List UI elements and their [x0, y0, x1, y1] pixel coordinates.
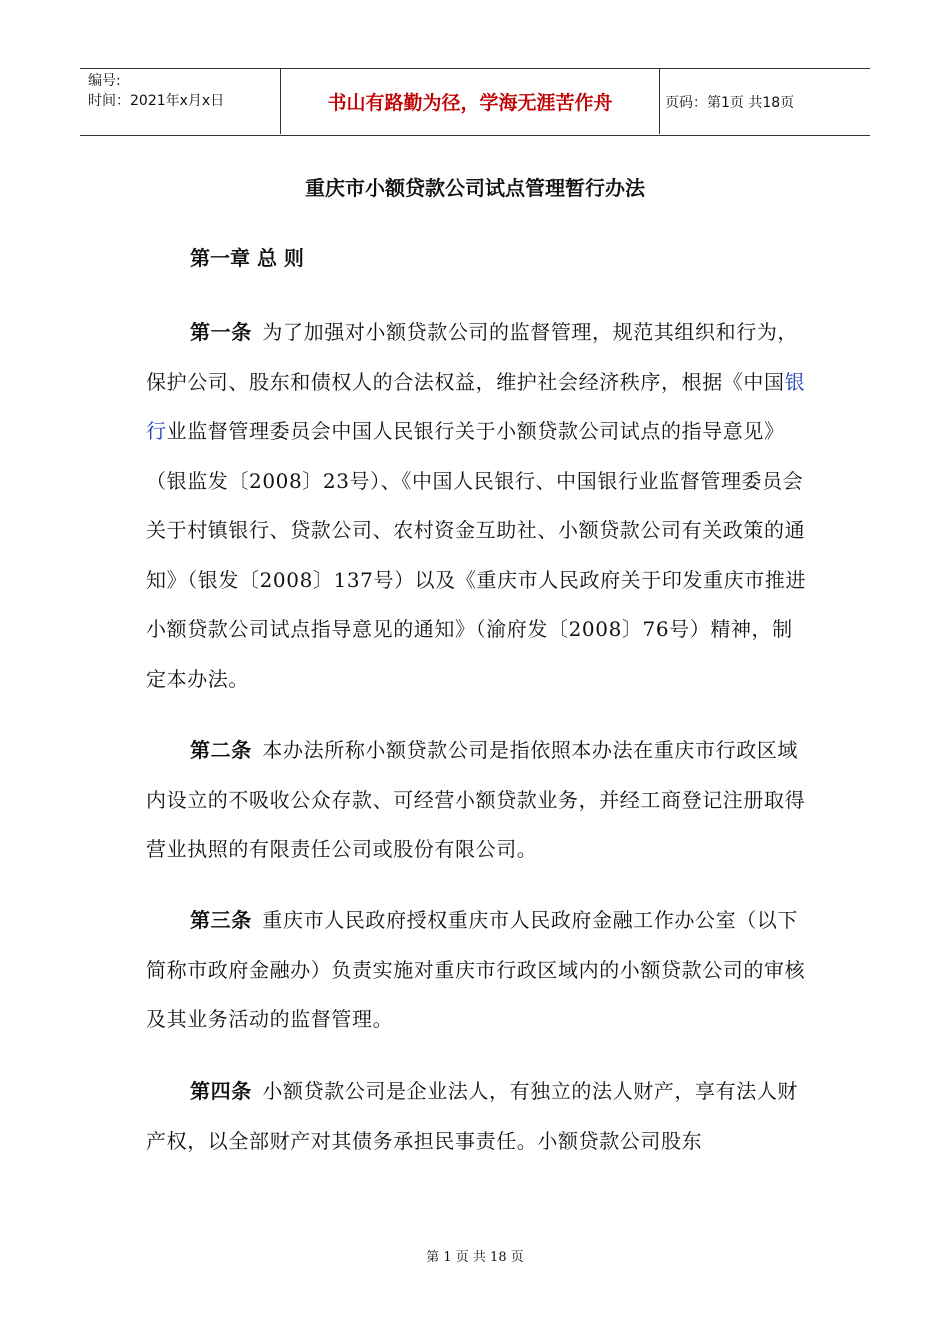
article-text: 重庆市人民政府授权重庆市人民政府金融工作办公室（以下简称市政府金融办）负责实施对重庆市行政区域内的小额贷款公司的审核及其业务活动的监督管理。 [146, 908, 806, 1031]
document-title: 重庆市小额贷款公司试点管理暂行办法 [305, 176, 645, 200]
number-label: 编号: [88, 73, 121, 89]
article-label: 第二条 [190, 738, 252, 762]
article-text: 业监督管理委员会中国人民银行关于小额贷款公司试点的指导意见》（银监发〔2008〕23号）、《中国人民银行、中国银行业监督管理委员会关于村镇银行、贷款公司、农村资金互助社、小额贷款公司有关政策的通知》（银发〔2008〕137号）以及《重庆市人民政府关于印发重庆市推进小额贷款公司试点指导意见的通知》（渝府发〔2008〕76号）精神，制定本办法。 [146, 419, 807, 691]
article-text: 本办法所称小额贷款公司是指依照本办法在重庆市行政区域内设立的不吸收公众存款、可经营小额贷款业务，并经工商登记注册取得营业执照的有限责任公司或股份有限公司。 [146, 738, 806, 861]
article-label: 第一条 [190, 320, 252, 344]
header-meta [88, 71, 280, 111]
time-label: 时间：2021年x月x日 [88, 93, 225, 109]
article-label: 第四条 [190, 1079, 252, 1103]
article-1 [146, 308, 810, 704]
article-label: 第三条 [190, 908, 252, 932]
article-text: 为了加强对小额贷款公司的监督管理，规范其组织和行为，保护公司、股东和债权人的合法权益，维护社会经济秩序，根据《中国 [146, 320, 799, 394]
article-4 [146, 1067, 810, 1166]
chapter-heading: 第一章 总 则 [190, 246, 304, 270]
header-motto: 书山有路勤为径，学海无涯苦作舟 [280, 69, 660, 134]
article-2 [146, 726, 810, 875]
page-header [80, 68, 870, 136]
bank-link[interactable]: 银行 [146, 369, 806, 443]
article-text: 小额贷款公司是企业法人，有独立的法人财产，享有法人财产权，以全部财产对其债务承担民事责任。小额贷款公司股东 [146, 1079, 799, 1153]
page-footer: 第 1 页 共 18 页 [426, 1250, 524, 1265]
header-page-info: 页码：第1页 共18页 [665, 94, 795, 111]
article-3 [146, 896, 810, 1045]
